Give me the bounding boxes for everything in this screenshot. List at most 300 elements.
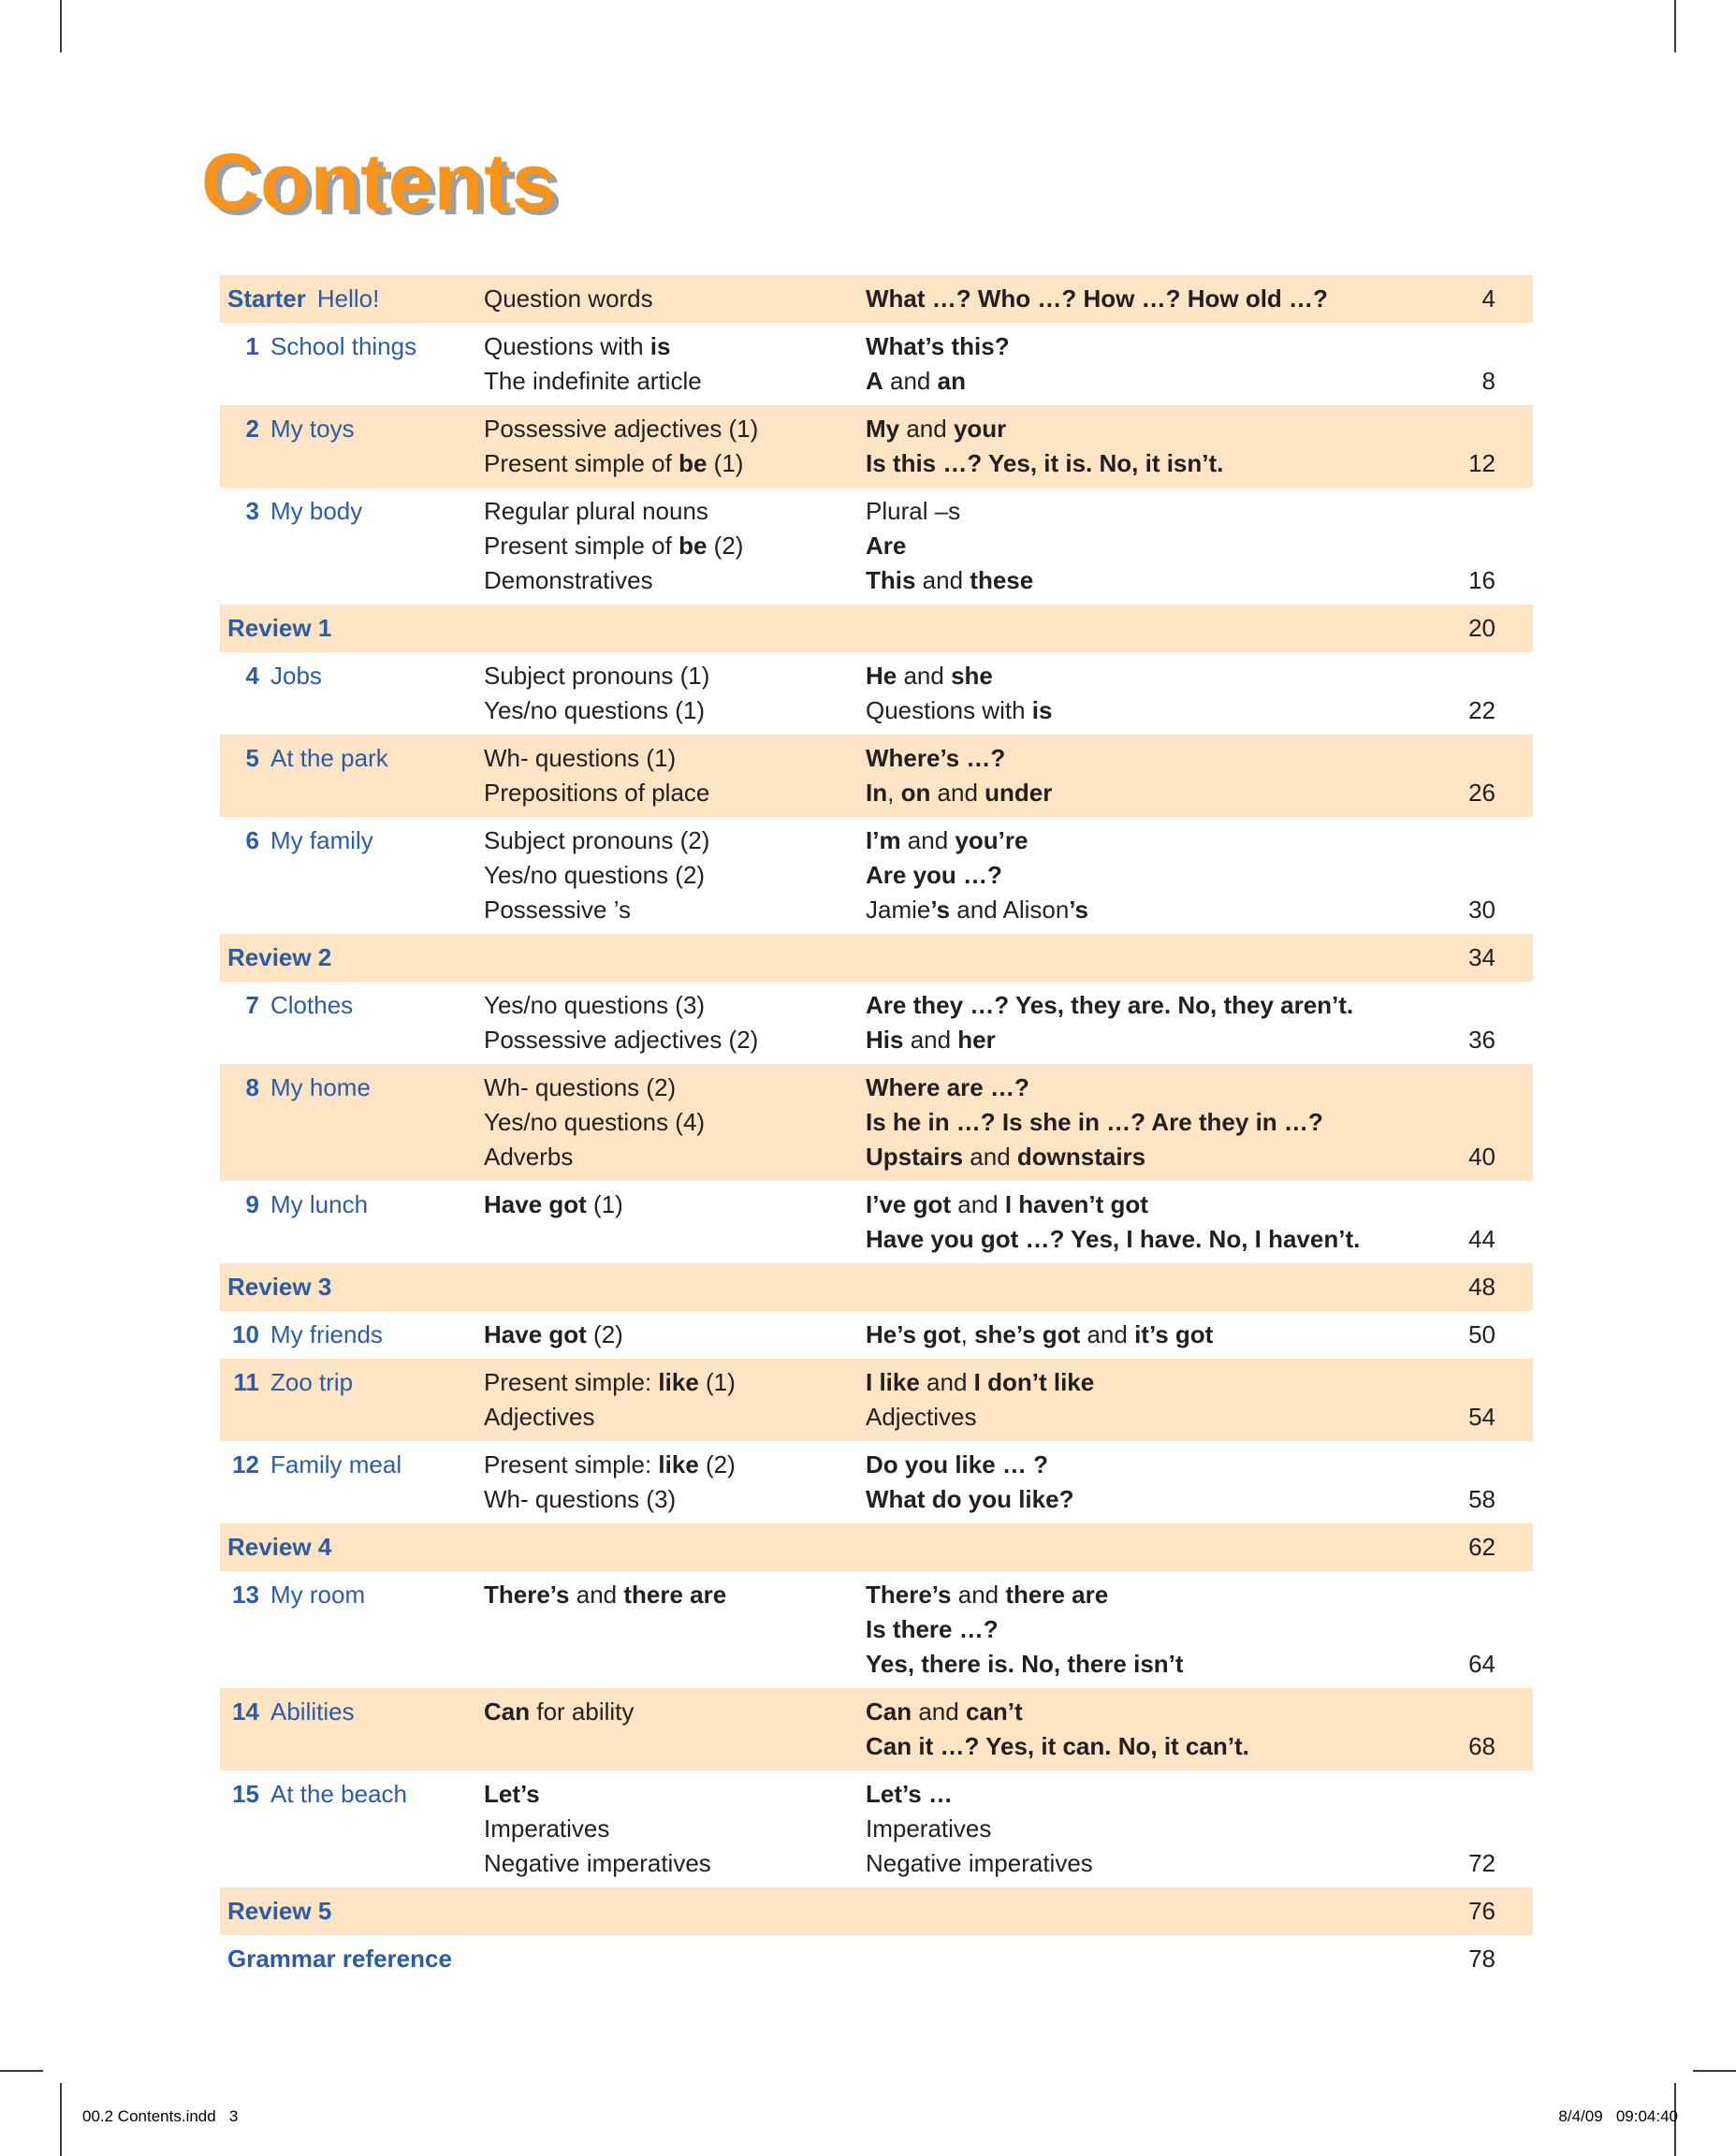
example-line [866,858,1436,893]
grammar-line [484,1318,866,1352]
examples-cell [866,659,1436,728]
unit-title: At the park [270,744,388,772]
example-line [866,329,1436,364]
unit-cell [220,823,484,927]
text-segment: is [1031,696,1053,724]
grammar-cell [484,1578,866,1682]
text-segment: There’s [866,1581,952,1609]
text-segment: is [649,332,671,360]
text-segment: and [951,1190,1005,1218]
toc-row-review [220,605,1533,652]
toc-row-review [220,934,1533,982]
text-segment: Present simple: [484,1450,659,1479]
grammar-line [484,1846,866,1881]
text-segment: Yes/no questions (3) [484,991,706,1019]
examples-cell [866,1777,1436,1881]
toc-row-unit [220,488,1533,605]
page-number: 72 [1468,1849,1495,1877]
text-segment: ’s [930,896,951,924]
page-number: 12 [1468,449,1495,477]
text-segment: and [1080,1320,1135,1348]
text-segment: His [866,1026,904,1054]
grammar-cell [484,659,866,728]
grammar-line [484,1812,866,1846]
unit-number: 4 [245,662,259,690]
text-segment: Is he in …? Is she in …? Are they in …? [866,1108,1323,1136]
text-segment: Questions with [484,332,650,360]
grammar-cell [484,1365,866,1435]
text-segment: In [866,779,888,807]
text-segment: Is there …? [866,1615,999,1643]
unit-number: 10 [232,1320,259,1348]
text-segment: Subject pronouns (2) [484,826,710,854]
review-label: Review 3 [227,1273,332,1301]
contents-rows [220,275,1533,1983]
unit-number: 11 [233,1368,259,1396]
example-line [866,1777,1436,1812]
text-segment: Possessive adjectives (1) [484,415,759,443]
example-line [866,1578,1436,1612]
text-segment: be [678,532,708,560]
text-segment: Imperatives [866,1814,992,1843]
toc-row-unit [220,735,1533,817]
grammar-cell [484,412,866,481]
text-segment: Wh- questions (3) [484,1485,677,1513]
text-segment: and [930,779,985,807]
page-title: Contents [201,138,558,227]
grammar-cell [484,1318,866,1352]
text-segment: like [658,1450,699,1479]
review-label: Review 4 [227,1533,332,1561]
text-segment: Are you …? [866,861,1002,889]
text-segment: Plural –s [866,497,961,525]
reference-label: Grammar reference [227,1945,452,1973]
grammar-cell [484,741,866,810]
text-segment: you’re [955,826,1028,854]
text-segment: downstairs [1016,1143,1146,1171]
text-segment: there are [623,1581,727,1609]
examples-cell [866,988,1436,1057]
page-number: 64 [1468,1650,1495,1678]
example-line [866,1448,1436,1482]
unit-label: Starter [227,284,306,313]
unit-title: Hello! [316,284,380,313]
toc-row-unit [220,1181,1533,1263]
text-segment: an [937,367,966,395]
text-segment: What do you like? [866,1485,1074,1513]
unit-cell [220,1365,484,1435]
page-number: 4 [1481,284,1495,313]
grammar-cell [484,1187,866,1257]
grammar-line [484,329,866,364]
text-segment: and [951,1581,1006,1609]
unit-number: 14 [232,1697,259,1726]
grammar-line [484,494,866,529]
grammar-line [484,412,866,446]
unit-cell [220,1071,484,1174]
grammar-line [484,563,866,598]
grammar-line [484,529,866,563]
grammar-line [484,1365,866,1400]
page-number: 22 [1468,696,1495,724]
example-line [866,776,1436,810]
text-segment: Negative imperatives [866,1849,1093,1877]
grammar-line [484,1023,866,1057]
text-segment: Have got [484,1190,587,1218]
grammar-cell [484,1448,866,1517]
example-line [866,1647,1436,1682]
example-line [866,1318,1436,1352]
text-segment: Let’s … [866,1780,953,1808]
crop-mark-bottom-left-h [0,2070,43,2072]
unit-number: 3 [245,497,259,525]
text-segment: be [678,449,708,477]
unit-title: My friends [270,1320,383,1348]
unit-number: 8 [245,1073,259,1101]
text-segment: , [887,779,901,807]
example-line [866,1729,1436,1764]
toc-row-unit [220,1064,1533,1181]
text-segment: her [957,1026,996,1054]
unit-cell [220,1695,484,1764]
examples-cell [866,494,1436,598]
grammar-cell [484,1695,866,1764]
examples-cell [866,1365,1436,1435]
page-number: 34 [1468,943,1495,971]
toc-row-unit [220,323,1533,405]
example-line [866,741,1436,776]
example-line [866,1846,1436,1881]
example-line [866,823,1436,858]
toc-row-reference [220,1935,1533,1983]
text-segment: Yes/no questions (2) [484,861,706,889]
text-segment: Present simple of [484,532,679,560]
text-segment: What’s this? [866,332,1010,360]
unit-number: 9 [245,1190,259,1218]
unit-title: Family meal [270,1450,402,1479]
text-segment: Present simple of [484,449,679,477]
grammar-line [484,988,866,1023]
text-segment: Yes, there is. No, there isn’t [866,1650,1184,1678]
unit-cell [220,741,484,810]
unit-title: Clothes [270,991,354,1019]
unit-title: My lunch [270,1190,369,1218]
text-segment: for ability [530,1697,635,1726]
unit-title: My room [270,1581,366,1609]
grammar-line [484,741,866,776]
page-number: 76 [1468,1897,1495,1925]
unit-cell [220,1777,484,1881]
grammar-line [484,282,866,316]
review-label: Review 2 [227,943,332,971]
unit-number: 13 [232,1581,259,1609]
text-segment: A [866,367,883,395]
example-line [866,988,1436,1023]
unit-number: 12 [232,1450,259,1479]
examples-cell [866,1318,1436,1352]
example-line [866,563,1436,598]
examples-cell [866,282,1436,316]
text-segment: Possessive adjectives (2) [484,1026,759,1054]
unit-number: 1 [245,332,259,360]
text-segment: I’ve got [866,1190,952,1218]
toc-row-unit [220,1359,1533,1441]
unit-number: 15 [232,1780,259,1808]
example-line [866,1071,1436,1105]
text-segment: The indefinite article [484,367,702,395]
toc-row-review [220,1523,1533,1571]
page-number: 40 [1468,1143,1495,1171]
grammar-line [484,823,866,858]
text-segment: Negative imperatives [484,1849,711,1877]
text-segment: and [963,1143,1017,1171]
text-segment: Have you got …? Yes, I have. No, I haven’t. [866,1225,1361,1253]
text-segment: these [970,566,1034,594]
text-segment: under [985,779,1053,807]
text-segment: Jamie [866,896,931,924]
review-label: Review 5 [227,1897,332,1925]
example-line [866,1695,1436,1729]
examples-cell [866,1187,1436,1257]
unit-cell [220,659,484,728]
text-segment: Questions with [866,696,1032,724]
example-line [866,1365,1436,1400]
unit-cell [220,1448,484,1517]
text-segment: your [953,415,1007,443]
text-segment: and [900,826,956,854]
text-segment: Demonstratives [484,566,653,594]
example-line [866,1812,1436,1846]
text-segment: (1) [586,1190,623,1218]
text-segment: it’s got [1134,1320,1214,1348]
text-segment: This [866,566,916,594]
example-line [866,1612,1436,1647]
grammar-line [484,1695,866,1729]
text-segment: and [915,566,970,594]
text-segment: He [866,662,897,690]
example-line [866,1105,1436,1140]
text-segment: on [900,779,931,807]
unit-number: 7 [245,991,259,1019]
unit-number: 5 [245,744,259,772]
grammar-cell [484,988,866,1057]
grammar-cell [484,329,866,399]
page-number: 48 [1468,1273,1495,1301]
text-segment: (2) [707,532,744,560]
grammar-line [484,776,866,810]
unit-cell [220,282,484,316]
example-line [866,529,1436,563]
page-number: 30 [1468,896,1495,924]
text-segment: Where’s …? [866,744,1006,772]
grammar-line [484,1400,866,1435]
page-number: 26 [1468,779,1495,807]
text-segment: I’m [866,826,901,854]
toc-row-unit [220,652,1533,735]
toc-row-unit [220,1311,1533,1359]
unit-number: 6 [245,826,259,854]
page-number: 16 [1468,566,1495,594]
unit-cell [220,988,484,1057]
text-segment: Can [866,1697,912,1726]
text-segment: she’s got [974,1320,1081,1348]
text-segment: Adjectives [484,1403,595,1431]
example-line [866,1222,1436,1257]
text-segment: Wh- questions (1) [484,744,677,772]
text-segment: Are they …? Yes, they are. No, they aren’t. [866,991,1354,1019]
toc-row-unit [220,982,1533,1064]
example-line [866,693,1436,728]
page-number: 58 [1468,1485,1495,1513]
page-number: 78 [1468,1945,1495,1973]
grammar-cell [484,282,866,316]
example-line [866,446,1436,481]
examples-cell [866,329,1436,399]
grammar-line [484,1071,866,1105]
text-segment: Subject pronouns (1) [484,662,710,690]
text-segment: Imperatives [484,1814,610,1843]
unit-title: My body [270,497,363,525]
examples-cell [866,741,1436,810]
text-segment: Can it …? Yes, it can. No, it can’t. [866,1732,1249,1760]
examples-cell [866,1448,1436,1517]
page-number: 20 [1468,614,1495,642]
toc-row-unit [220,817,1533,934]
unit-title: My toys [270,415,355,443]
text-segment: Have got [484,1320,587,1348]
page-number: 50 [1468,1320,1495,1348]
unit-cell [220,1578,484,1682]
unit-title: Zoo trip [270,1368,354,1396]
text-segment: (2) [698,1450,736,1479]
example-line [866,1140,1436,1174]
text-segment: and [919,1368,974,1396]
text-segment: Adjectives [866,1403,977,1431]
toc-row-unit [220,1441,1533,1523]
text-segment: and [883,367,938,395]
text-segment: can’t [965,1697,1023,1726]
examples-cell [866,412,1436,481]
grammar-line [484,1578,866,1612]
unit-title: My home [270,1073,371,1101]
text-segment: Question words [484,284,653,313]
text-segment: she [951,662,993,690]
grammar-cell [484,494,866,598]
text-segment: Prepositions of place [484,779,710,807]
unit-title: At the beach [270,1780,407,1808]
example-line [866,659,1436,693]
example-line [866,282,1436,316]
unit-number: 2 [245,415,259,443]
example-line [866,364,1436,399]
text-segment: Is this …? Yes, it is. No, it isn’t. [866,449,1224,477]
page-number: 8 [1481,367,1495,395]
grammar-line [484,659,866,693]
page-number: 62 [1468,1533,1495,1561]
text-segment: (1) [698,1368,736,1396]
example-line [866,494,1436,529]
grammar-line [484,858,866,893]
text-segment: , [960,1320,975,1348]
text-segment: Upstairs [866,1143,964,1171]
unit-title: My family [270,826,373,854]
text-segment: and [912,1697,966,1726]
grammar-cell [484,823,866,927]
example-line [866,1187,1436,1222]
text-segment: and [903,1026,958,1054]
text-segment: Let’s [484,1780,540,1808]
grammar-line [484,893,866,927]
toc-row-unit [220,1688,1533,1770]
text-segment: ’s [1069,896,1089,924]
grammar-line [484,693,866,728]
text-segment: Do you like … ? [866,1450,1049,1479]
grammar-line [484,1482,866,1517]
text-segment: like [658,1368,699,1396]
text-segment: Yes/no questions (1) [484,696,706,724]
unit-cell [220,329,484,399]
example-line [866,1023,1436,1057]
examples-cell [866,823,1436,927]
text-segment: Present simple: [484,1368,659,1396]
crop-mark-top-left [60,0,62,52]
text-segment: (1) [707,449,744,477]
example-line [866,412,1436,446]
toc-row-review [220,1887,1533,1935]
toc-row-unit [220,1571,1533,1688]
toc-row-review [220,1263,1533,1311]
example-line [866,1482,1436,1517]
page-number: 68 [1468,1732,1495,1760]
text-segment: What …? Who …? How …? How old …? [866,284,1328,313]
text-segment: I like [866,1368,920,1396]
text-segment: Where are …? [866,1073,1029,1101]
text-segment: Are [866,532,907,560]
text-segment: Yes/no questions (4) [484,1108,706,1136]
toc-row-starter [220,275,1533,323]
examples-cell [866,1071,1436,1174]
text-segment: I haven’t got [1004,1190,1148,1218]
text-segment: I don’t like [973,1368,1095,1396]
grammar-line [484,1448,866,1482]
grammar-cell [484,1777,866,1881]
text-segment: Regular plural nouns [484,497,708,525]
examples-cell [866,1578,1436,1682]
grammar-line [484,446,866,481]
unit-title: School things [270,332,417,360]
crop-mark-bottom-left-v [60,2083,62,2156]
crop-mark-bottom-right-h [1693,2070,1736,2072]
text-segment: and [897,662,952,690]
grammar-line [484,364,866,399]
unit-cell [220,1187,484,1257]
grammar-line [484,1140,866,1174]
footer-filename: 00.2 Contents.indd 3 [82,2107,239,2125]
page-number: 54 [1468,1403,1495,1431]
toc-row-unit [220,405,1533,488]
text-segment: There’s [484,1581,570,1609]
unit-cell [220,1318,484,1352]
text-segment: My [866,415,900,443]
grammar-cell [484,1071,866,1174]
examples-cell [866,1695,1436,1764]
page-number: 36 [1468,1026,1495,1054]
unit-cell [220,494,484,598]
unit-cell [220,412,484,481]
text-segment: He’s got [866,1320,961,1348]
text-segment: and Alison [950,896,1070,924]
toc-row-unit [220,1770,1533,1887]
